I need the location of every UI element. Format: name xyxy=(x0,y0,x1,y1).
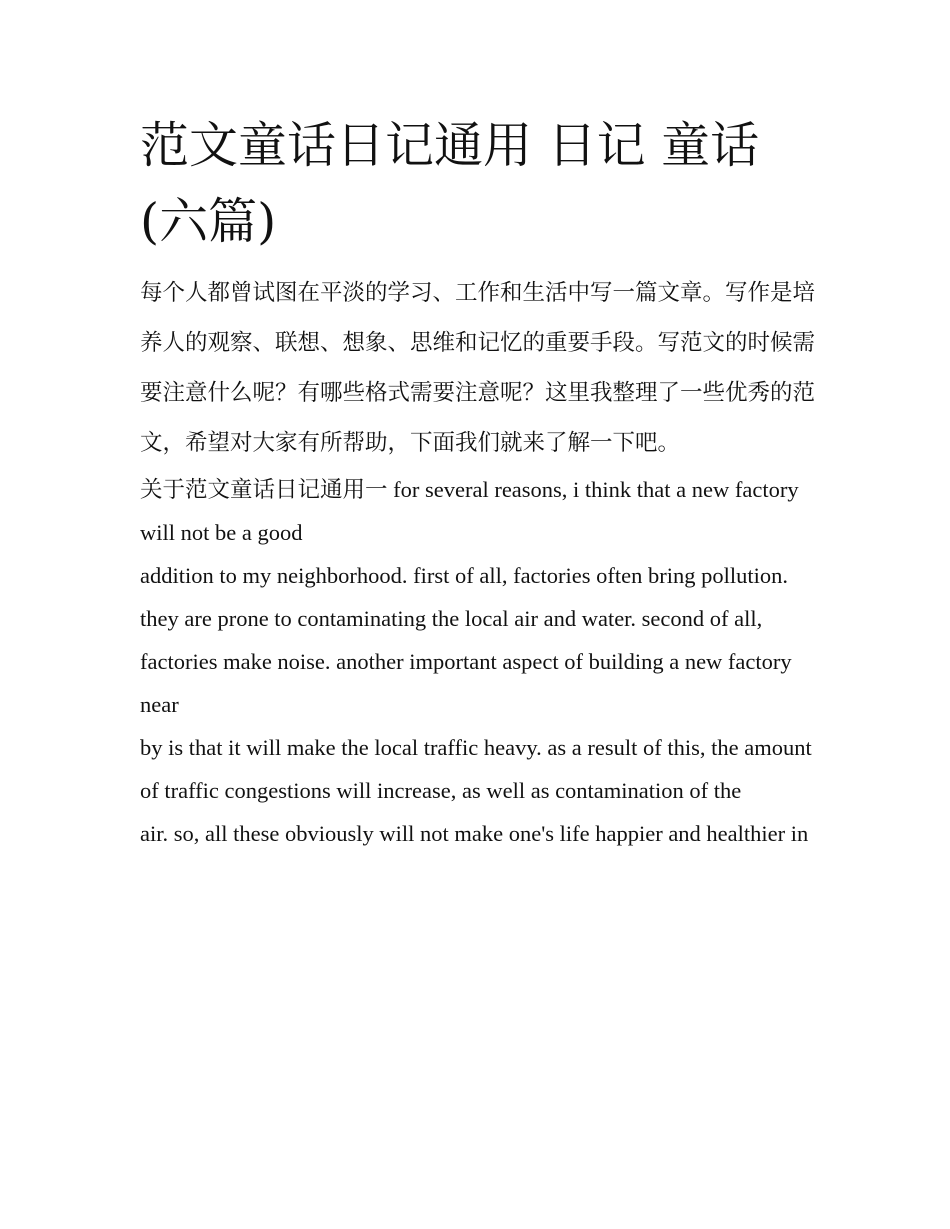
document-content xyxy=(140,108,816,855)
body-line: they are prone to contaminating the local air and water. second of all, xyxy=(140,606,763,631)
body-line: air. so, all these obviously will not make one's life happier and healthier in xyxy=(140,821,809,846)
body-text xyxy=(140,468,816,855)
intro-paragraph: 每个人都曾试图在平淡的学习、工作和生活中写一篇文章。写作是培养人的观察、联想、想象、思维和记忆的重要手段。写范文的时候需要注意什么呢？有哪些格式需要注意呢？这里我整理了一些优秀的范文，希望对大家有所帮助，下面我们就来了解一下吧。 xyxy=(140,280,816,456)
body-line: by is that it will make the local traffic heavy. as a result of this, the amount of traffic congestions will increase, as well as contamination of the xyxy=(140,735,812,803)
body-line: factories make noise. another important aspect of building a new factory near xyxy=(140,649,792,717)
document-title: 范文童话日记通用 日记 童话(六篇) xyxy=(140,117,760,250)
body-line: addition to my neighborhood. first of all, factories often bring pollution. xyxy=(140,563,789,588)
body-line: 关于范文童话日记通用一 for several reasons, i think that a new factory will not be a good xyxy=(140,477,799,545)
